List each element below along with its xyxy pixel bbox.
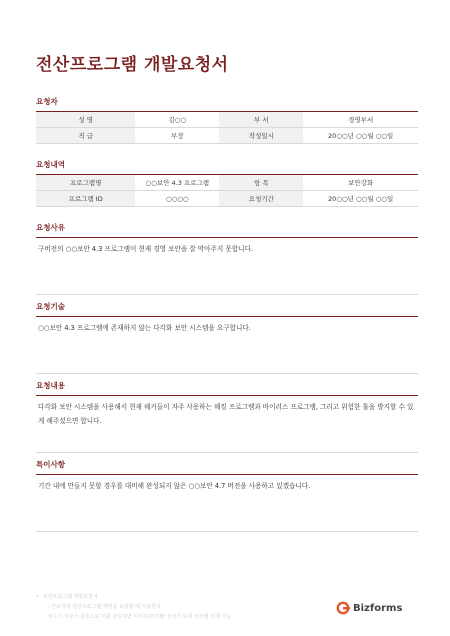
- request-detail-table: [36, 174, 418, 207]
- content-label: 요청내용: [36, 381, 65, 390]
- reason-section: [36, 222, 418, 295]
- reason-label: 요청사유: [36, 223, 65, 232]
- table-row: [36, 191, 418, 207]
- table-row: [36, 112, 418, 128]
- position-header: 직 급: [36, 128, 135, 144]
- program-name-header: 프로그램명: [36, 175, 135, 191]
- bizforms-logo-icon: [336, 601, 350, 615]
- written-date-value: 20○○년 ○○월 ○○일: [303, 128, 418, 144]
- department-value: 경영부서: [303, 112, 418, 128]
- table-row: [36, 175, 418, 191]
- item-header: 항 목: [219, 175, 303, 191]
- written-date-header: 작성일시: [219, 128, 303, 144]
- tech-section: [36, 301, 418, 374]
- requester-label: 요청자: [36, 97, 58, 106]
- footer-note: [36, 592, 231, 622]
- program-name-value: ○○보안 4.3 프로그램: [135, 175, 219, 191]
- tech-label: 요청기술: [36, 302, 65, 311]
- position-value: 부장: [135, 128, 219, 144]
- request-detail-section: [36, 159, 418, 207]
- footer-line-1: • 전산프로그램 개발요청서: [36, 592, 231, 602]
- content-text: 다각화 보안 시스템을 사용해서 현재 해커들이 자주 사용하는 해킹 프로그램과 바이러스 프로그램, 그리고 위험한 툴을 방지할 수 있게 해주셨으면 합니다.: [36, 395, 418, 453]
- footer-line-3: 마우스 이쿠스 원목으로 더블 클릭하면 이미지/모리필' 상자가 뜨며 모리필 삭제 가능: [48, 614, 232, 620]
- document-title: 전산프로그램 개발요청서: [36, 55, 229, 75]
- brand-logo: [336, 601, 402, 615]
- table-row: [36, 128, 418, 144]
- requester-table: [36, 111, 418, 144]
- request-period-value: 20○○년 ○○월 ○○일: [303, 191, 418, 207]
- item-value: 보안강화: [303, 175, 418, 191]
- notes-section: [36, 459, 418, 532]
- request-detail-label: 요청내역: [36, 160, 65, 169]
- notes-text: 기간 내에 만들지 못할 경우를 대비해 완성되지 않은 ○○보안 4.7 버전을 사용하고 있겠습니다.: [36, 474, 418, 532]
- name-header: 성 명: [36, 112, 135, 128]
- notes-label: 특이사항: [36, 460, 65, 469]
- name-value: 김○○: [135, 112, 219, 128]
- requester-section: [36, 96, 418, 144]
- brand-name: Bizforms: [353, 602, 403, 614]
- footer-line-2: - 근로자의 전산프로그램 개발을 요청할 때 사용한다.: [48, 604, 163, 610]
- content-section: [36, 380, 418, 453]
- department-header: 부 서: [219, 112, 303, 128]
- tech-text: ○○보안 4.3 프로그램에 존재하지 않는 다각화 보안 시스템을 요구합니다.: [36, 316, 418, 374]
- program-id-header: 프로그램 ID: [36, 191, 135, 207]
- program-id-value: ○○○○: [135, 191, 219, 207]
- request-period-header: 요청기간: [219, 191, 303, 207]
- reason-text: 구버전의 ○○보안 4.3 프로그램이 현재 경영 보안을 잘 막아주지 못합니다.: [36, 237, 418, 295]
